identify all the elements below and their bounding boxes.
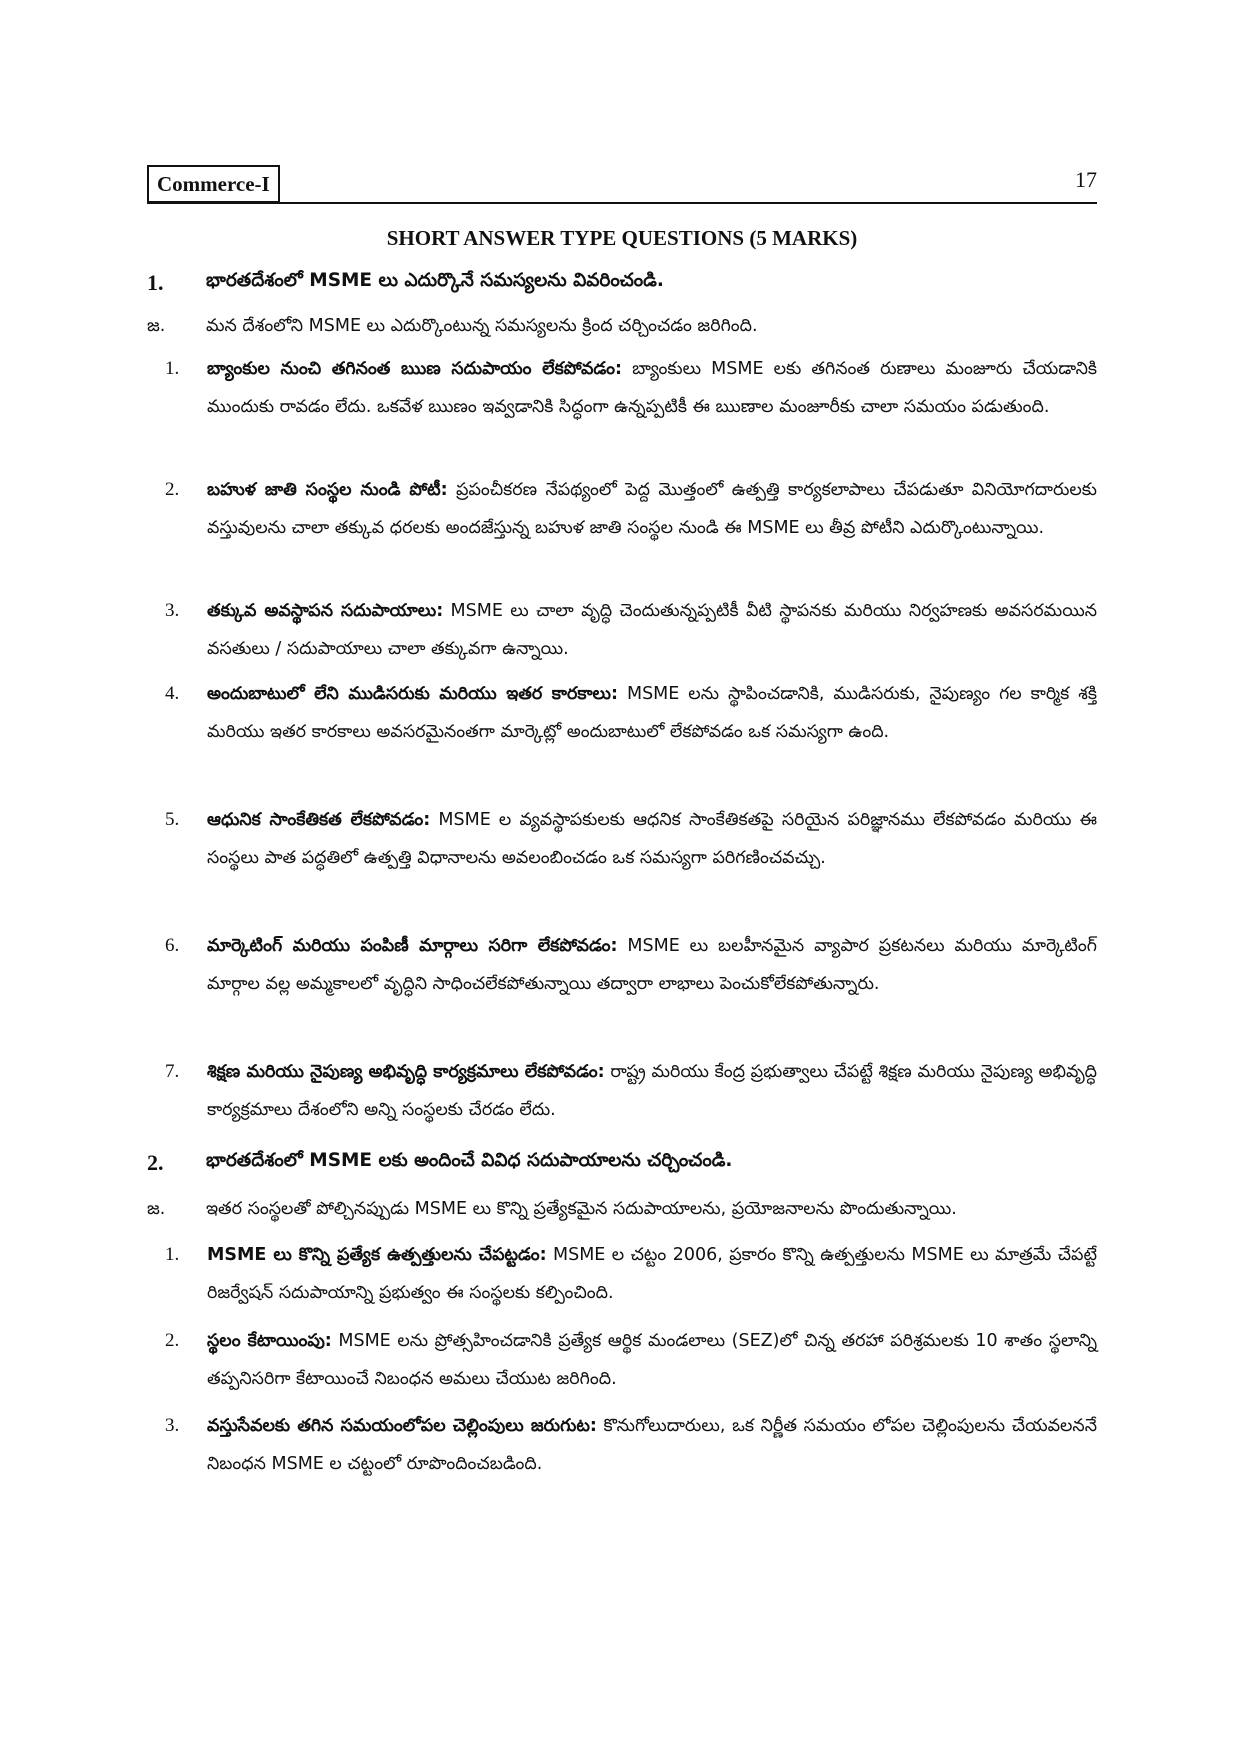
answer-label: జ.: [147, 1199, 166, 1219]
item-text: బ్యాంకులు MSME లకు తగినంత రుణాలు మంజూరు చేయడానికి ముందుకు రావడం లేదు. ఒకవేళ ఋణం ఇవ్వడానికి సిద్ధంగా ఉన్నప్పటికీ ఈ ఋణాల మంజూరీకు చాలా సమయం పడుతుంది.: [207, 359, 1097, 417]
item-text: కొనుగోలుదారులు, ఒక నిర్ణీత సమయం లోపల చెల్లింపులను చేయవలననే నిబంధన MSME ల చట్టంలో రూపొందించబడింది.: [207, 1416, 1097, 1474]
subject-label: Commerce-I: [147, 165, 280, 203]
item-text: MSME లను స్థాపించడానికి, ముడిసరుకు, నైపుణ్యం గల కార్మిక శక్తి మరియు ఇతర కారకాలు అవసరమైనంతగా మార్కెట్లో అందుబాటులో లేకపోవడం ఒక సమస్యగా ఉంది.: [207, 684, 1097, 742]
item-text: ప్రపంచీకరణ నేపథ్యంలో పెద్ద మొత్తంలో ఉత్పత్తి కార్యకలాపాలు చేపడుతూ వినియోగదారులకు వస్తువులను చాలా తక్కువ ధరలకు అందజేస్తున్న బహుళ జాతి సంస్థల నుండి ఈ MSME లు తీవ్ర పోటీని ఎదుర్కొంటున్నాయి.: [207, 480, 1097, 538]
item-number: 4.: [165, 683, 180, 704]
item-text: MSME ల చట్టం 2006, ప్రకారం కొన్ని ఉత్పత్తులను MSME లు మాత్రమే చేపట్టే రిజర్వేషన్ సదుపాయాన్ని ప్రభుత్వం ఈ సంస్థలకు కల్పించింది.: [207, 1245, 1097, 1303]
answer-label: జ.: [147, 316, 166, 336]
list-item: [165, 350, 1097, 426]
list-item: [165, 592, 1097, 668]
item-text: MSME ల వ్యవస్థాపకులకు ఆధనిక సాంకేతికతపై సరియైన పరిజ్ఞానము లేకపోవడం మరియు ఈ సంస్థలు పాత పద్ధతిలో ఉత్పత్తి విధానాలను అవలంబించడం ఒక సమస్యగా పరిగణించవచ్చు.: [207, 810, 1097, 868]
list-item: [165, 1053, 1097, 1129]
question-text: భారతదేశంలో MSME లకు అందించే వివిధ సదుపాయాలను చర్చించండి.: [206, 1150, 733, 1171]
page-number: 17: [1075, 167, 1097, 192]
item-title: అందుబాటులో లేని ముడిసరుకు మరియు ఇతర కారకాలు:: [207, 684, 618, 704]
item-text: MSME లు చాలా వృద్ధి చెందుతున్నప్పటికీ వీటి స్థాపనకు మరియు నిర్వహణకు అవసరమయిన వసతులు / సదుపాయాలు చాలా తక్కువగా ఉన్నాయి.: [207, 601, 1097, 659]
item-number: 2.: [165, 1330, 180, 1351]
question-number: 1.: [147, 270, 164, 295]
item-number: 3.: [165, 600, 180, 621]
item-number: 7.: [165, 1061, 180, 1082]
list-item: [165, 1407, 1097, 1483]
item-text: MSME లను ప్రోత్సహించడానికి ప్రత్యేక ఆర్థిక మండలాలు (SEZ)లో చిన్న తరహా పరిశ్రమలకు 10 శాతం స్థలాన్ని తప్పనిసరిగా కేటాయించే నిబంధన అమలు చేయుట జరిగింది.: [207, 1331, 1098, 1389]
list-item: [165, 471, 1097, 547]
list-item: [165, 675, 1097, 751]
item-title: బ్యాంకుల నుంచి తగినంత ఋణ సదుపాయం లేకపోవడం:: [207, 359, 622, 379]
item-number: 1.: [165, 1244, 180, 1265]
list-item: [165, 1322, 1097, 1398]
item-text: రాష్ట్ర మరియు కేంద్ర ప్రభుత్వాలు చేపట్టే శిక్షణ మరియు నైపుణ్య అభివృద్ధి కార్యక్రమాలు దేశంలోని అన్ని సంస్థలకు చేరడం లేదు.: [207, 1062, 1098, 1120]
page-header: [147, 165, 1097, 207]
item-title: శిక్షణ మరియు నైపుణ్య అభివృద్ధి కార్యక్రమాలు లేకపోవడం:: [207, 1062, 605, 1082]
item-title: ఆధునిక సాంకేతికత లేకపోవడం:: [207, 810, 431, 830]
item-number: 3.: [165, 1415, 180, 1436]
list-item: [165, 927, 1097, 1003]
item-title: వస్తుసేవలకు తగిన సమయంలోపల చెల్లింపులు జరుగుట:: [207, 1416, 597, 1436]
item-title: మార్కెటింగ్ మరియు పంపిణీ మార్గాలు సరిగా లేకపోవడం:: [207, 936, 618, 956]
section-title: SHORT ANSWER TYPE QUESTIONS (5 MARKS): [386, 226, 858, 250]
item-title: స్థలం కేటాయింపు:: [207, 1331, 332, 1351]
question-number: 2.: [147, 1150, 164, 1175]
item-number: 5.: [165, 809, 180, 830]
item-number: 6.: [165, 935, 180, 956]
item-title: తక్కువ అవస్థాపన సదుపాయాలు:: [207, 601, 444, 621]
item-title: బహుళ జాతి సంస్థల నుండి పోటీ:: [207, 480, 448, 500]
list-item: [165, 1236, 1097, 1312]
header-rule: [147, 202, 1097, 204]
question-text: భారతదేశంలో MSME లు ఎదుర్కొనే సమస్యలను వివరించండి.: [206, 270, 664, 291]
item-number: 2.: [165, 479, 180, 500]
answer-intro-text: ఇతర సంస్థలతో పోల్చినప్పుడు MSME లు కొన్ని ప్రత్యేకమైన సదుపాయాలను, ప్రయోజనాలను పొందుతున్నాయి.: [206, 1199, 957, 1219]
item-title: MSME లు కొన్ని ప్రత్యేక ఉత్పత్తులను చేపట్టడం:: [207, 1245, 547, 1265]
item-text: MSME లు బలహీనమైన వ్యాపార ప్రకటనలు మరియు మార్కెటింగ్ మార్గాల వల్ల అమ్మకాలలో వృద్ధిని సాధించలేకపోతున్నాయి తద్వారా లాభాలు పెంచుకోలేకపోతున్నారు.: [207, 936, 1097, 994]
item-number: 1.: [165, 358, 180, 379]
answer-intro-text: మన దేశంలోని MSME లు ఎదుర్కొంటున్న సమస్యలను క్రింద చర్చించడం జరిగింది.: [206, 316, 758, 336]
list-item: [165, 801, 1097, 877]
